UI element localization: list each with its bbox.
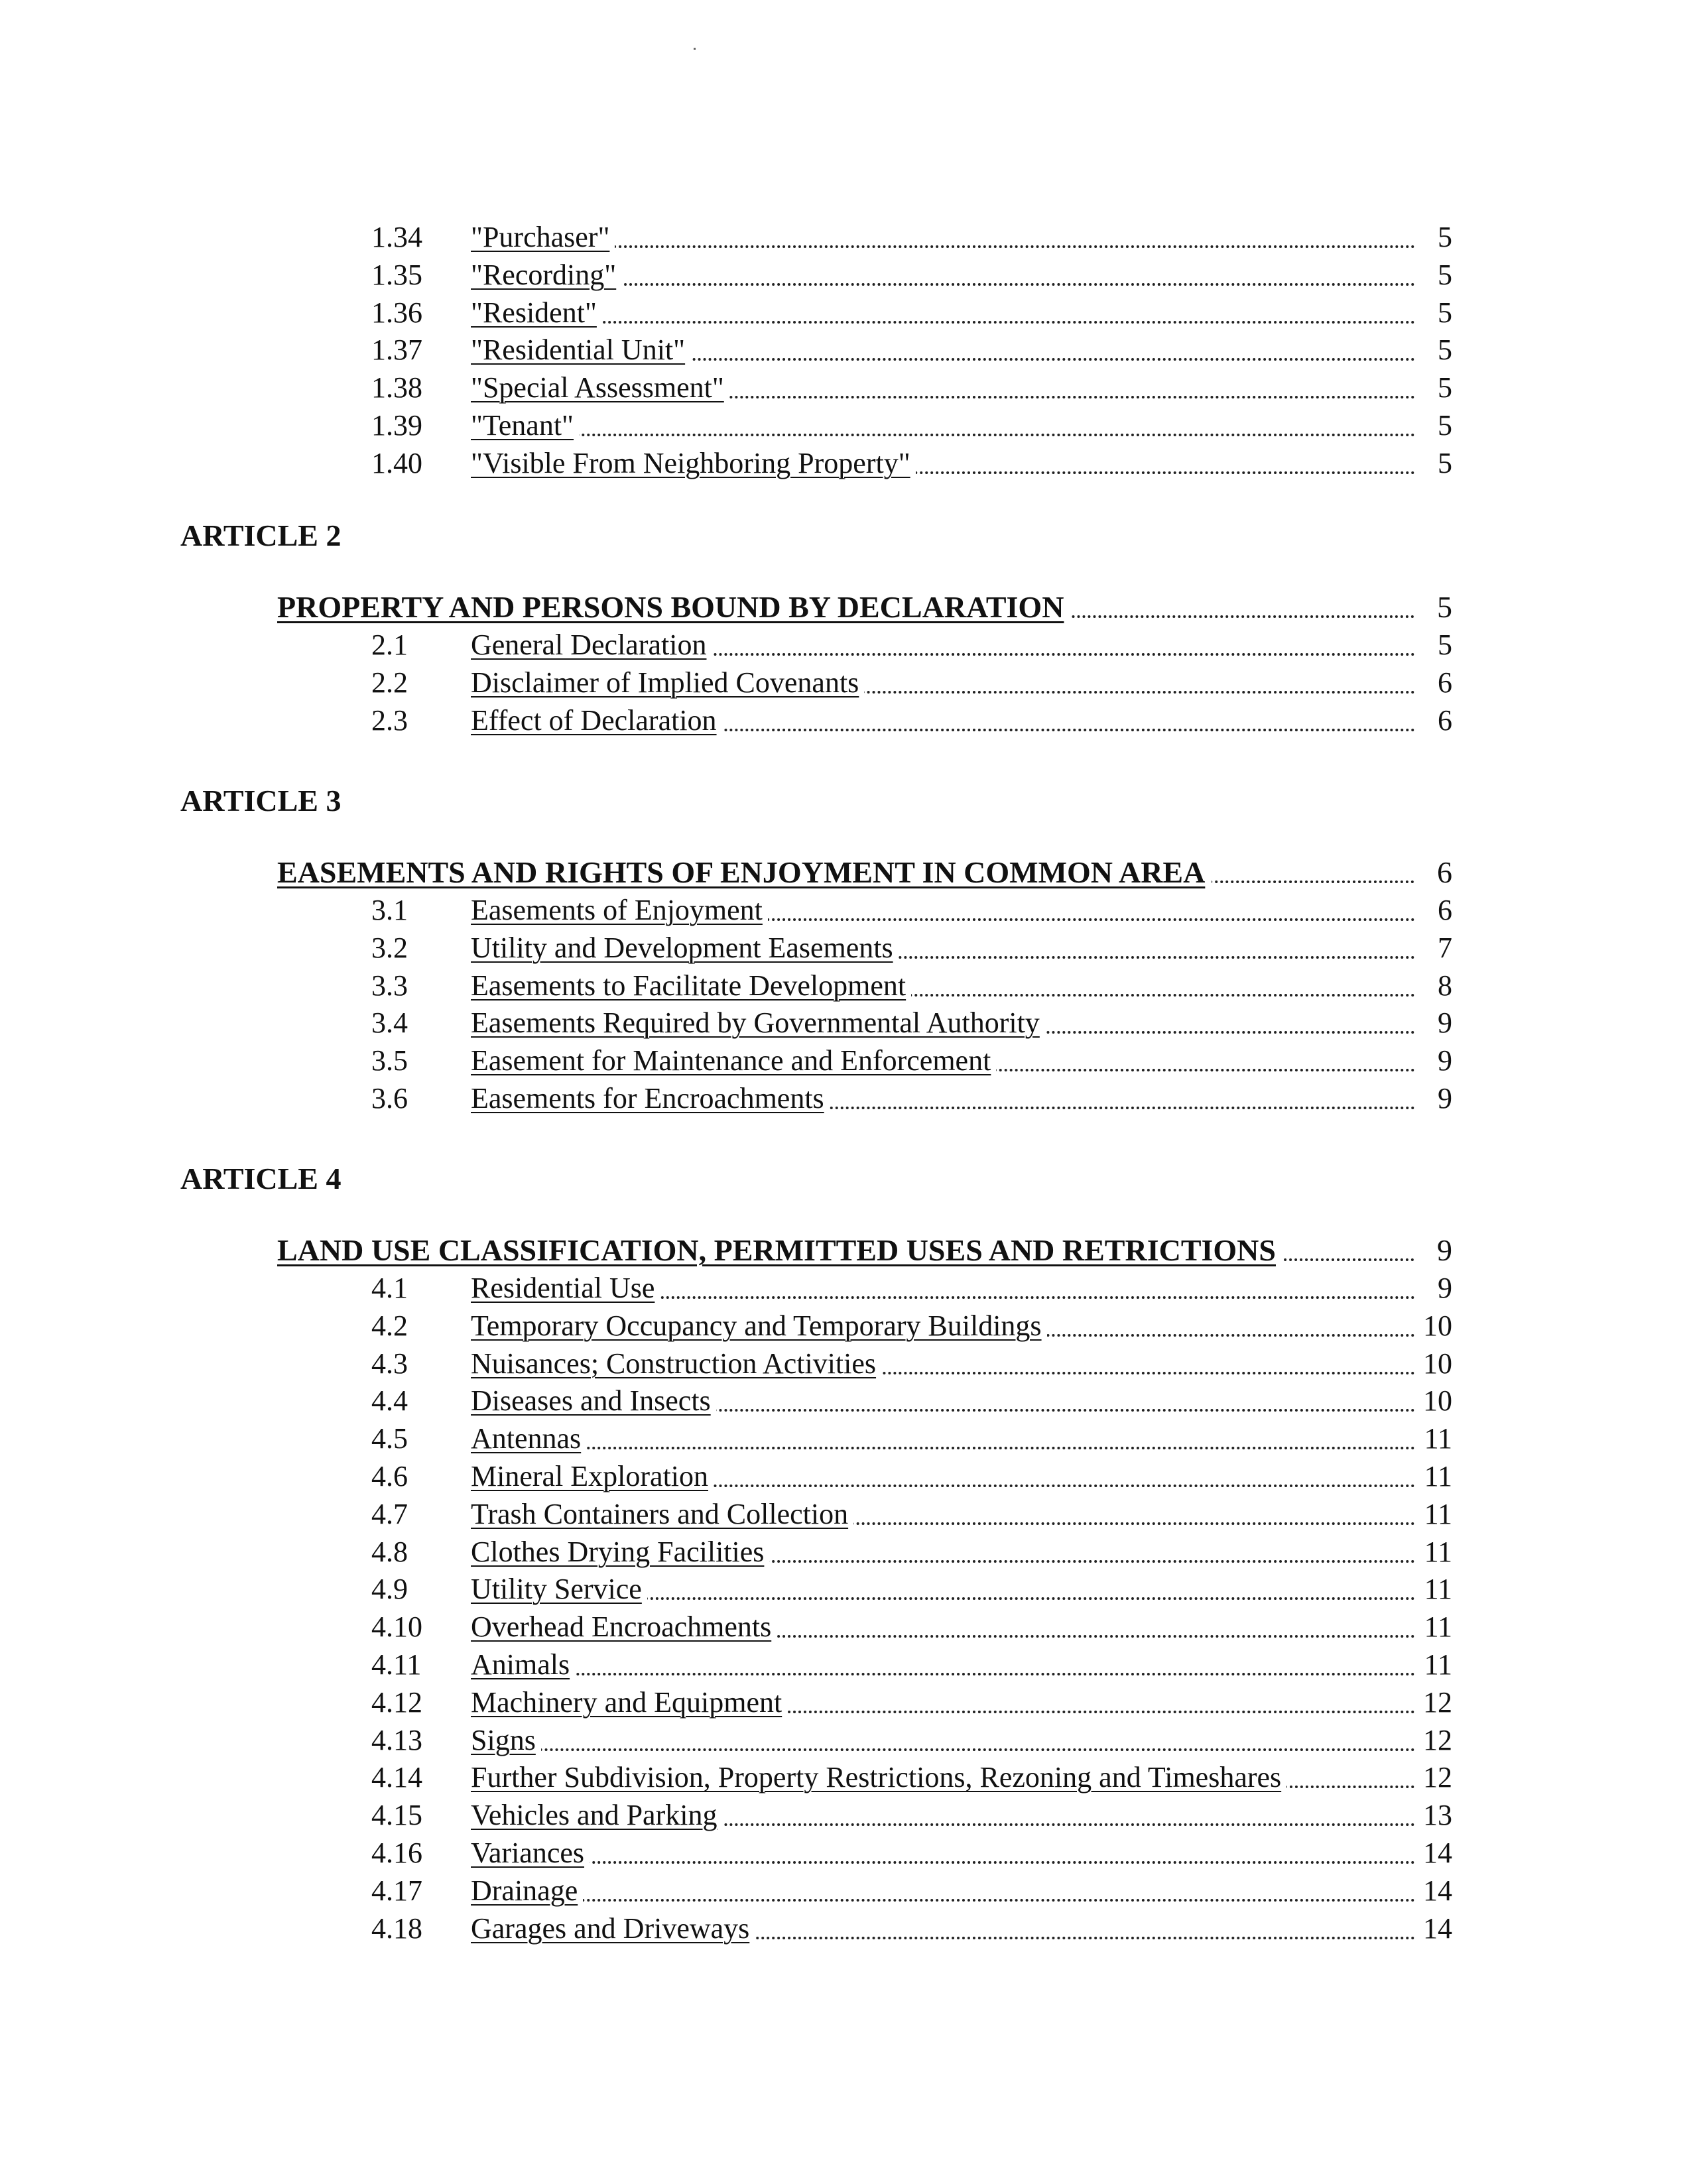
toc-entry[interactable] bbox=[371, 332, 1452, 369]
article-heading-text[interactable]: PROPERTY AND PERSONS BOUND BY DECLARATION bbox=[277, 589, 1070, 626]
page-number: 6 bbox=[1434, 892, 1452, 929]
page-number: 14 bbox=[1419, 1910, 1452, 1947]
section-title-link[interactable]: Utility Service bbox=[471, 1571, 647, 1608]
article-page-number: 5 bbox=[1433, 589, 1452, 626]
page-number: 10 bbox=[1419, 1382, 1452, 1420]
section-title-link[interactable]: Effect of Declaration bbox=[471, 702, 722, 739]
page-number: 6 bbox=[1434, 664, 1452, 701]
page-number: 12 bbox=[1419, 1684, 1452, 1721]
section-number: 4.9 bbox=[371, 1573, 408, 1606]
section-title-link[interactable]: Nuisances; Construction Activities bbox=[471, 1345, 881, 1382]
section-number: 4.13 bbox=[371, 1723, 422, 1756]
section-title-link[interactable]: Overhead Encroachments bbox=[471, 1608, 777, 1646]
toc-entry[interactable] bbox=[371, 1382, 1452, 1420]
dot-leader bbox=[471, 1447, 1415, 1449]
page-number: 10 bbox=[1419, 1307, 1452, 1345]
section-number: 4.11 bbox=[371, 1648, 422, 1681]
page-number: 9 bbox=[1434, 1270, 1452, 1307]
toc-entry[interactable] bbox=[371, 445, 1452, 482]
toc-entry[interactable] bbox=[371, 664, 1452, 701]
article-heading[interactable] bbox=[277, 1232, 1452, 1269]
section-title-link[interactable]: Utility and Development Easements bbox=[471, 930, 899, 967]
toc-entry[interactable] bbox=[371, 1307, 1452, 1345]
section-title-link[interactable]: "Tenant" bbox=[471, 407, 579, 444]
section-number: 1.34 bbox=[371, 221, 422, 253]
toc-entry[interactable] bbox=[371, 219, 1452, 256]
page-number: 9 bbox=[1434, 1042, 1452, 1079]
section-number: 4.4 bbox=[371, 1384, 408, 1418]
toc-entry[interactable] bbox=[371, 1571, 1452, 1608]
section-number: 4.10 bbox=[371, 1610, 422, 1644]
section-title-link[interactable]: Further Subdivision, Property Restrictions, Rezoning and Timeshares bbox=[471, 1759, 1286, 1796]
section-number: 4.16 bbox=[371, 1837, 422, 1869]
section-title-link[interactable]: Temporary Occupancy and Temporary Buildings bbox=[471, 1307, 1047, 1345]
section-number: 2.3 bbox=[371, 703, 408, 737]
toc-entry[interactable] bbox=[371, 407, 1452, 444]
page-number: 14 bbox=[1419, 1835, 1452, 1872]
page-number: 5 bbox=[1434, 627, 1452, 664]
section-title-link[interactable]: Garages and Driveways bbox=[471, 1910, 755, 1947]
section-title-link[interactable]: General Declaration bbox=[471, 627, 712, 664]
section-title-link[interactable]: Trash Containers and Collection bbox=[471, 1496, 853, 1533]
toc-entry[interactable] bbox=[371, 967, 1452, 1004]
section-title-link[interactable]: Disclaimer of Implied Covenants bbox=[471, 664, 864, 701]
toc-entry[interactable] bbox=[371, 627, 1452, 664]
section-title-link[interactable]: Clothes Drying Facilities bbox=[471, 1534, 769, 1571]
section-title-link[interactable]: Variances bbox=[471, 1835, 590, 1872]
page-number: 6 bbox=[1434, 702, 1452, 739]
section-number: 3.3 bbox=[371, 969, 408, 1002]
page-number: 11 bbox=[1420, 1496, 1452, 1533]
article-heading[interactable] bbox=[277, 854, 1452, 891]
toc-entry[interactable] bbox=[371, 294, 1452, 332]
section-number: 2.2 bbox=[371, 666, 408, 699]
section-number: 3.1 bbox=[371, 894, 408, 926]
article-label: ARTICLE 4 bbox=[180, 1162, 342, 1195]
toc-entry[interactable] bbox=[371, 1042, 1452, 1079]
article-page-number: 6 bbox=[1433, 854, 1452, 891]
section-title-link[interactable]: Drainage bbox=[471, 1872, 583, 1910]
toc-entry[interactable] bbox=[371, 257, 1452, 294]
dot-leader bbox=[471, 1861, 1415, 1864]
section-number: 4.15 bbox=[371, 1799, 422, 1832]
dot-leader bbox=[471, 1748, 1415, 1751]
section-title-link[interactable]: Signs bbox=[471, 1722, 541, 1759]
article-heading-text[interactable]: EASEMENTS AND RIGHTS OF ENJOYMENT IN COMMON AREA bbox=[277, 854, 1212, 891]
section-number: 1.38 bbox=[371, 371, 422, 404]
dot-leader bbox=[471, 1673, 1415, 1675]
section-number: 3.2 bbox=[371, 931, 408, 964]
article-page-number: 9 bbox=[1433, 1232, 1452, 1269]
toc-entry[interactable] bbox=[371, 1910, 1452, 1947]
toc-entry[interactable] bbox=[371, 1080, 1452, 1117]
section-number: 4.12 bbox=[371, 1685, 422, 1719]
toc-entry[interactable] bbox=[371, 1797, 1452, 1834]
page-number: 14 bbox=[1419, 1872, 1452, 1910]
page-number: 5 bbox=[1434, 219, 1452, 256]
toc-entry[interactable] bbox=[371, 702, 1452, 739]
toc-entry[interactable] bbox=[371, 1835, 1452, 1872]
toc-entry[interactable] bbox=[371, 1534, 1452, 1571]
section-number: 3.5 bbox=[371, 1044, 408, 1077]
toc-entry[interactable] bbox=[371, 930, 1452, 967]
section-number: 3.4 bbox=[371, 1006, 408, 1040]
section-title-link[interactable]: Easements to Facilitate Development bbox=[471, 967, 911, 1004]
section-number: 1.36 bbox=[371, 296, 422, 329]
page-number: 11 bbox=[1420, 1646, 1452, 1683]
toc-entry[interactable] bbox=[371, 1458, 1452, 1495]
section-title-link[interactable]: Vehicles and Parking bbox=[471, 1797, 722, 1834]
section-title-link[interactable]: "Recording" bbox=[471, 257, 621, 294]
section-number: 4.14 bbox=[371, 1761, 422, 1794]
section-title-link[interactable]: "Visible From Neighboring Property" bbox=[471, 445, 916, 482]
section-number: 4.8 bbox=[371, 1535, 408, 1568]
section-number: 4.18 bbox=[371, 1911, 422, 1945]
section-number: 2.1 bbox=[371, 629, 408, 661]
dot-leader bbox=[471, 321, 1415, 324]
page-number: 10 bbox=[1419, 1345, 1452, 1382]
toc-entry[interactable] bbox=[371, 1420, 1452, 1457]
section-title-link[interactable]: Antennas bbox=[471, 1420, 586, 1457]
page-number: 5 bbox=[1434, 445, 1452, 482]
section-title-link[interactable]: Easements of Enjoyment bbox=[471, 892, 768, 929]
section-title-link[interactable]: Mineral Exploration bbox=[471, 1458, 714, 1495]
section-title-link[interactable]: Easements Required by Governmental Authority bbox=[471, 1004, 1045, 1042]
section-number: 4.3 bbox=[371, 1347, 408, 1380]
section-title-link[interactable]: "Special Assessment" bbox=[471, 369, 729, 406]
section-number: 1.37 bbox=[371, 334, 422, 367]
toc-entry[interactable] bbox=[371, 1872, 1452, 1910]
toc-entry[interactable] bbox=[371, 1722, 1452, 1759]
toc-entry[interactable] bbox=[371, 1345, 1452, 1382]
page-number: 9 bbox=[1434, 1004, 1452, 1042]
section-number: 4.5 bbox=[371, 1422, 408, 1455]
page-number: 11 bbox=[1420, 1571, 1452, 1608]
page-number: 13 bbox=[1419, 1797, 1452, 1834]
page-number: 5 bbox=[1434, 332, 1452, 369]
section-title-link[interactable]: Machinery and Equipment bbox=[471, 1684, 787, 1721]
toc-entry[interactable] bbox=[371, 1684, 1452, 1721]
page-number: 7 bbox=[1434, 930, 1452, 967]
page-number: 9 bbox=[1434, 1080, 1452, 1117]
page-number: 8 bbox=[1434, 967, 1452, 1004]
dot-leader bbox=[471, 434, 1415, 436]
article-label: ARTICLE 2 bbox=[180, 518, 342, 552]
page-number: 11 bbox=[1420, 1534, 1452, 1571]
section-title-link[interactable]: Diseases and Insects bbox=[471, 1382, 716, 1420]
toc-entry[interactable] bbox=[371, 892, 1452, 929]
toc-entry[interactable] bbox=[371, 1759, 1452, 1796]
page-number: 5 bbox=[1434, 407, 1452, 444]
toc-entry[interactable] bbox=[371, 369, 1452, 406]
toc-entry[interactable] bbox=[371, 1004, 1452, 1042]
article-heading[interactable] bbox=[277, 589, 1452, 626]
section-number: 1.39 bbox=[371, 409, 422, 442]
page-number: 11 bbox=[1420, 1608, 1452, 1646]
section-number: 1.40 bbox=[371, 446, 422, 479]
section-number: 4.6 bbox=[371, 1460, 408, 1492]
toc-entry[interactable] bbox=[371, 1496, 1452, 1533]
article-heading-text[interactable]: LAND USE CLASSIFICATION, PERMITTED USES AND RETRICTIONS bbox=[277, 1232, 1282, 1269]
toc-entry[interactable] bbox=[371, 1270, 1452, 1307]
section-number: 4.1 bbox=[371, 1272, 408, 1304]
section-title-link[interactable]: "Resident" bbox=[471, 294, 602, 332]
section-title-link[interactable]: Easement for Maintenance and Enforcement bbox=[471, 1042, 996, 1079]
section-title-link[interactable]: Animals bbox=[471, 1646, 575, 1683]
page-number: 5 bbox=[1434, 369, 1452, 406]
page-number: 11 bbox=[1420, 1420, 1452, 1457]
section-number: 1.35 bbox=[371, 258, 422, 291]
toc-entry[interactable] bbox=[371, 1646, 1452, 1683]
section-number: 4.2 bbox=[371, 1309, 408, 1342]
section-title-link[interactable]: Easements for Encroachments bbox=[471, 1080, 830, 1117]
article-label: ARTICLE 3 bbox=[180, 784, 342, 818]
dot-leader bbox=[471, 1899, 1415, 1902]
section-number: 4.7 bbox=[371, 1497, 408, 1530]
section-title-link[interactable]: "Purchaser" bbox=[471, 219, 615, 256]
section-title-link[interactable]: Residential Use bbox=[471, 1270, 660, 1307]
section-number: 3.6 bbox=[371, 1082, 408, 1115]
section-number: 4.17 bbox=[371, 1874, 422, 1907]
page-number: 5 bbox=[1434, 257, 1452, 294]
scan-speck bbox=[694, 48, 696, 50]
page-number: 12 bbox=[1419, 1759, 1452, 1796]
section-title-link[interactable]: "Residential Unit" bbox=[471, 332, 690, 369]
page-number: 5 bbox=[1434, 294, 1452, 332]
page-number: 11 bbox=[1420, 1458, 1452, 1495]
toc-entry[interactable] bbox=[371, 1608, 1452, 1646]
page-number: 12 bbox=[1419, 1722, 1452, 1759]
